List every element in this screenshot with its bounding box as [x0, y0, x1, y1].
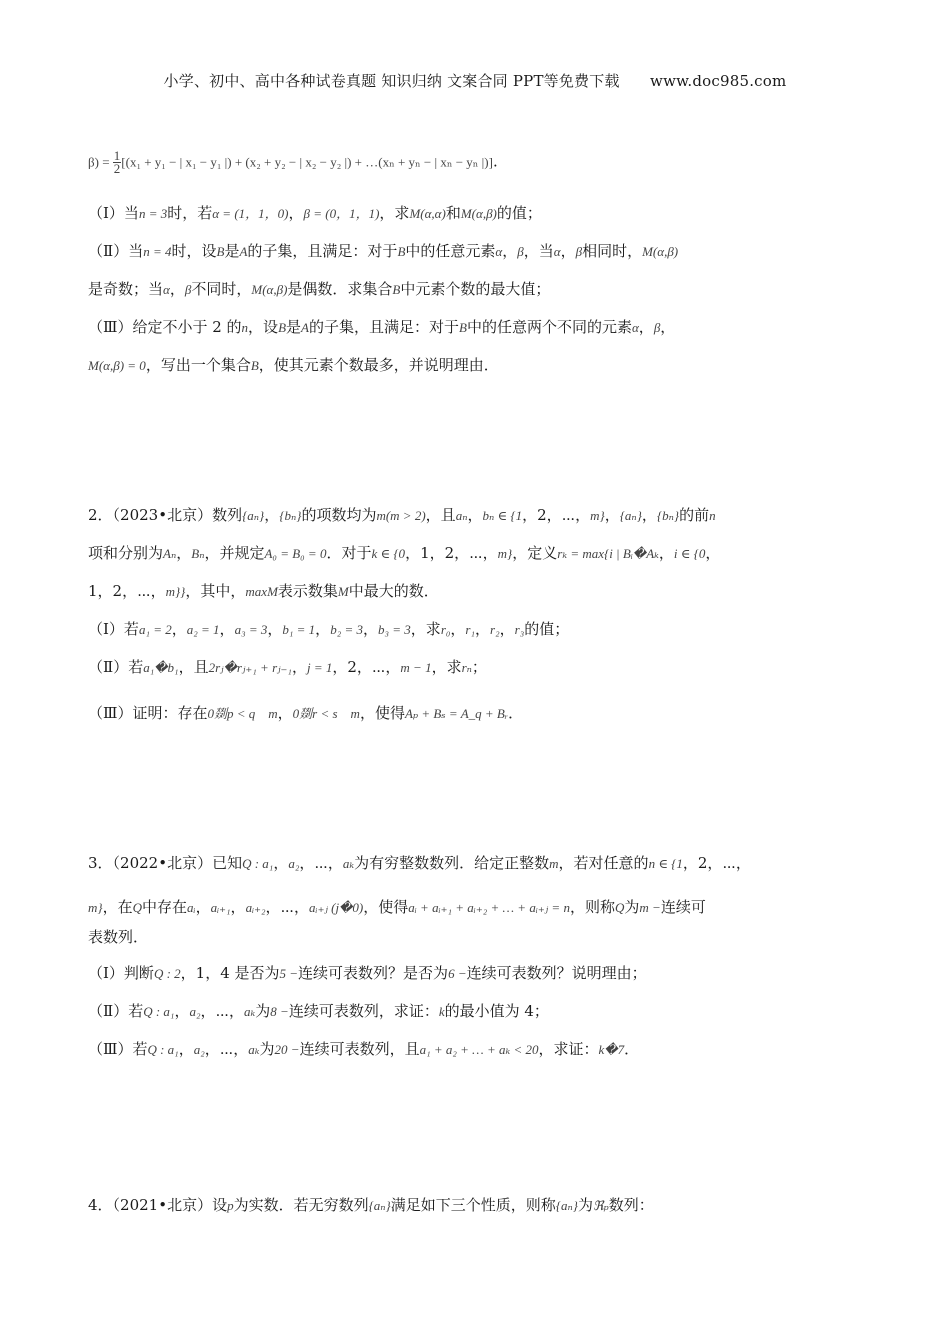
math-expr: Aₙ — [163, 546, 177, 561]
text-run: ．对于 — [326, 544, 372, 562]
math-expr: A — [301, 320, 309, 335]
p1-part-ii-cont — [88, 278, 878, 301]
text-run: 相同时， — [582, 242, 643, 260]
text-run: . — [492, 152, 498, 171]
math-expr: Bₙ — [191, 546, 205, 561]
text-run: ， — [169, 280, 185, 298]
math-expr: M(α,α) — [409, 206, 446, 221]
math-expr: a₂ — [189, 1004, 201, 1019]
text-run: 是奇数；当 — [88, 280, 164, 298]
math-expr: M — [337, 584, 349, 599]
math-expr: β — [517, 244, 524, 259]
math-expr: aₖ — [342, 856, 355, 871]
text-run: ， — [230, 898, 246, 916]
text-run: ，设 — [248, 318, 279, 336]
math-expr: m − — [639, 900, 661, 915]
text-run: ，求 — [431, 658, 462, 676]
text-run: ，2，⋯， — [682, 854, 751, 872]
text-run: ，⋯， — [204, 1040, 249, 1058]
math-expr: M(α,β) — [642, 244, 679, 259]
text-run: 中的任意元素 — [405, 242, 496, 260]
math-expr: ℜₚ — [592, 1198, 609, 1213]
text-run: （Ⅱ）若 — [88, 658, 144, 676]
p1-part-iii-cont — [88, 354, 878, 377]
math-expr: r₂ — [490, 622, 500, 637]
text-run: ， — [450, 620, 466, 638]
text-run: ， — [502, 242, 518, 260]
text-run: 是 — [224, 242, 240, 260]
text-run: ， — [658, 544, 674, 562]
text-run: 的前 — [679, 506, 710, 524]
text-run: 为 — [255, 1002, 271, 1020]
text-run: 为 — [577, 1196, 593, 1214]
math-expr: [(x₁ + y₁ − | x₁ − y₁ |) + (x₂ + y₂ − | x₂ − y₂ |) + …(xₙ + yₙ − | xₙ − yₙ |)] — [121, 154, 493, 170]
math-expr: α = (1，1，0) — [212, 206, 289, 221]
math-expr: 2 — [113, 161, 121, 176]
text-run: （Ⅲ）给定不小于 2 的 — [88, 318, 242, 336]
math-expr: {aₙ} — [368, 1198, 391, 1213]
math-expr: α — [553, 244, 561, 259]
text-run: （Ⅰ）当 — [88, 204, 139, 222]
text-run: 的值； — [524, 620, 570, 638]
math-expr: a₂ = 1 — [186, 622, 220, 637]
text-run: ，求 — [410, 620, 441, 638]
math-expr: b₁ = 1 — [282, 622, 316, 637]
math-expr: 0剟r < s m — [292, 706, 360, 721]
q3-stem-line2 — [88, 896, 878, 919]
text-run: 不同时， — [191, 280, 252, 298]
math-expr: β — [184, 282, 192, 297]
text-run: （Ⅱ）若 — [88, 1002, 144, 1020]
text-run: ， — [288, 204, 304, 222]
math-expr: b₂ = 3 — [330, 622, 363, 637]
text-run: ，⋯， — [200, 1002, 245, 1020]
math-expr: 5 − — [279, 966, 299, 981]
math-expr: n — [709, 508, 716, 523]
text-run: ，且 — [178, 658, 209, 676]
math-expr: Q — [132, 900, 142, 915]
math-expr: maxM — [245, 584, 278, 599]
text-run: 3．（2022•北京）已知 — [88, 854, 243, 872]
math-expr: m(m > 2) — [376, 508, 426, 523]
q3-part-i — [88, 962, 878, 985]
text-run: ，求证： — [538, 1040, 599, 1058]
text-run: ，写出一个集合 — [145, 356, 251, 374]
text-run: ， — [174, 1002, 190, 1020]
math-expr: a₁�b₁ — [143, 660, 179, 675]
text-run: ， — [467, 506, 483, 524]
math-expr: rₙ — [461, 660, 472, 675]
math-expr: k ∈ {0 — [371, 546, 406, 561]
text-run: 的子集，且满足：对于 — [247, 242, 398, 260]
math-expr: aᵢ₊ⱼ (j�0) — [309, 900, 364, 915]
math-expr: aₙ — [455, 508, 468, 523]
p1-part-i — [88, 202, 878, 225]
math-expr: {aₙ} — [555, 1198, 578, 1213]
text-run: 为 — [259, 1040, 275, 1058]
text-run: 连续可 — [660, 898, 706, 916]
text-run: 项和分别为 — [88, 544, 164, 562]
text-run: ， — [499, 620, 515, 638]
text-run: ， — [705, 544, 721, 562]
math-expr: a₁ = 2 — [138, 622, 172, 637]
text-run: 的子集，且满足：对于 — [308, 318, 459, 336]
text-run: ， — [315, 620, 331, 638]
math-expr: m}} — [165, 584, 186, 599]
text-run: 连续可表数列？说明理由； — [466, 964, 647, 982]
text-run: ，并规定 — [204, 544, 265, 562]
math-expr: m} — [590, 508, 605, 523]
math-expr: a₁ + a₂ + … + aₖ < 20 — [419, 1042, 539, 1057]
math-expr: M(α,β) = 0 — [88, 358, 146, 373]
text-run: ， — [176, 544, 192, 562]
text-run: ，2，⋯， — [332, 658, 401, 676]
text-run: 连续可表数列，求证： — [288, 1002, 439, 1020]
text-run: 4．（2021•北京）设 — [88, 1196, 228, 1214]
q2-stem-line3 — [88, 580, 878, 603]
math-expr: β) = — [88, 154, 113, 170]
formula-line — [88, 150, 878, 175]
text-run: ． — [624, 1040, 640, 1058]
math-expr: M(α,β) — [251, 282, 288, 297]
q3-stem-line1 — [88, 852, 878, 875]
math-expr: p — [227, 1198, 234, 1213]
text-run: ，⋯， — [299, 854, 343, 872]
math-expr: α — [163, 282, 170, 297]
text-run: （Ⅲ）若 — [88, 1040, 148, 1058]
text-run: 时，若 — [167, 204, 213, 222]
text-run: ， — [638, 318, 654, 336]
math-expr: n — [241, 320, 249, 335]
text-run: 连续可表数列？是否为 — [298, 964, 449, 982]
text-run: 的项数均为 — [301, 506, 377, 524]
text-run: ，且 — [425, 506, 456, 524]
math-expr: m — [549, 856, 559, 871]
math-expr: m} — [497, 546, 513, 561]
q3-part-ii — [88, 1000, 878, 1023]
math-expr: aₖ — [248, 1042, 260, 1057]
math-expr: aₖ — [244, 1004, 256, 1019]
math-expr: aᵢ₊₂ — [245, 900, 266, 915]
math-expr: B — [392, 282, 401, 297]
text-run: ； — [471, 658, 487, 676]
text-run: （Ⅲ）证明：存在 — [88, 704, 208, 722]
text-run: ，则称 — [569, 898, 615, 916]
math-expr: 2rⱼ�rⱼ₊₁ + rⱼ₋₁ — [208, 660, 292, 675]
p1-part-iii — [88, 316, 878, 339]
math-expr: Q — [614, 900, 625, 915]
text-run: ，1，2，⋯， — [405, 544, 498, 562]
math-expr: 1 — [113, 148, 121, 163]
math-expr: α — [631, 320, 639, 335]
math-expr: B — [397, 244, 406, 259]
q2-stem-line2 — [88, 542, 878, 565]
text-run: 为实数．若无穷数列 — [233, 1196, 369, 1214]
text-run: ， — [195, 898, 211, 916]
text-run: （Ⅰ）若 — [88, 620, 139, 638]
text-run: ． — [508, 704, 524, 722]
math-expr: a₃ = 3 — [234, 622, 268, 637]
text-run: ， — [277, 704, 293, 722]
text-run: ，求 — [379, 204, 410, 222]
math-expr: i ∈ {0 — [673, 546, 706, 561]
text-run: 数列： — [608, 1196, 654, 1214]
text-run: 1，2，⋯， — [88, 582, 166, 600]
text-run: ，定义 — [512, 544, 558, 562]
math-expr: n ∈ {1 — [648, 856, 683, 871]
text-run: ，使得 — [363, 898, 409, 916]
math-expr: 0剟p < q m — [207, 706, 278, 721]
text-run: 是 — [286, 318, 302, 336]
q3-part-iii — [88, 1038, 878, 1061]
text-run: ， — [267, 620, 283, 638]
math-expr: aᵢ + aᵢ₊₁ + aᵢ₊₂ + … + aᵢ₊ⱼ = n — [408, 900, 570, 915]
text-run: 表示数集 — [277, 582, 338, 600]
math-expr: r₃ — [514, 622, 525, 637]
math-expr: r₀ — [440, 622, 451, 637]
math-expr: a₂ — [288, 856, 300, 871]
math-expr: M(α,β) — [460, 206, 497, 221]
q4-stem — [88, 1194, 878, 1217]
math-expr: β — [653, 320, 661, 335]
text-run: ， — [475, 620, 491, 638]
math-expr: k — [438, 1004, 445, 1019]
q3-stem-line3 — [88, 926, 878, 948]
math-expr: n = 3 — [138, 206, 168, 221]
text-run: 满足如下三个性质，则称 — [390, 1196, 556, 1214]
text-run: （Ⅱ）当 — [88, 242, 144, 260]
math-expr: Q : a₁ — [143, 1004, 175, 1019]
math-expr: aᵢ₊₁ — [210, 900, 231, 915]
math-expr: n = 4 — [143, 244, 172, 259]
math-expr: B — [459, 320, 467, 335]
text-run: ， — [641, 506, 657, 524]
math-expr: m − 1 — [400, 660, 432, 675]
text-run: ，1，4 是否为 — [180, 964, 280, 982]
math-expr: {bₙ} — [656, 508, 680, 523]
math-expr: r₁ — [465, 622, 476, 637]
math-expr: bₙ ∈ {1 — [482, 508, 523, 523]
text-run: 2．（2023•北京）数列 — [88, 506, 243, 524]
text-run: ， — [291, 658, 307, 676]
page-header: 小学、初中、高中各种试卷真题 知识归纳 文案合同 PPT等免费下载 www.doc985.com — [163, 72, 787, 90]
q2-part-ii — [88, 656, 878, 679]
text-run: 中的任意两个不同的元素 — [466, 318, 632, 336]
text-run: ，⋯， — [265, 898, 310, 916]
math-expr: A — [239, 244, 248, 259]
text-run: ， — [219, 620, 235, 638]
math-expr: k�7 — [598, 1042, 625, 1057]
text-run: 的值； — [496, 204, 542, 222]
math-expr: β — [575, 244, 583, 259]
math-expr: Q : a₁ — [242, 856, 274, 871]
math-expr: Q : a₁ — [147, 1042, 179, 1057]
math-expr: {bₙ} — [279, 508, 302, 523]
math-expr: Q : 2 — [153, 966, 181, 981]
text-run: ，若对任意的 — [558, 854, 649, 872]
math-expr: α — [495, 244, 503, 259]
text-run: 中存在 — [142, 898, 188, 916]
math-expr: j = 1 — [306, 660, 333, 675]
text-run: 中最大的数． — [348, 582, 439, 600]
text-run: ，使得 — [359, 704, 405, 722]
text-run: ，其中， — [185, 582, 246, 600]
math-expr: rₖ = max{i | Bᵢ�Aₖ — [557, 546, 659, 561]
fraction — [113, 150, 122, 175]
text-run: ，使其元素个数最多，并说明理由． — [258, 356, 499, 374]
text-run: ， — [264, 506, 280, 524]
math-expr: 8 − — [270, 1004, 289, 1019]
text-run: ， — [660, 318, 676, 336]
math-expr: B — [250, 358, 259, 373]
text-run: 表数列． — [88, 928, 149, 946]
text-run: ， — [604, 506, 620, 524]
text-run: ，2，⋯， — [522, 506, 591, 524]
text-run: ，在 — [102, 898, 133, 916]
text-run: ， — [362, 620, 378, 638]
p1-part-ii — [88, 240, 878, 263]
text-run: 时，设 — [171, 242, 217, 260]
text-run: 和 — [445, 204, 461, 222]
math-expr: a₂ — [193, 1042, 205, 1057]
math-expr: B — [216, 244, 225, 259]
text-run: 连续可表数列，且 — [299, 1040, 420, 1058]
text-run: ，当 — [523, 242, 554, 260]
text-run: 为 — [624, 898, 640, 916]
math-expr: aᵢ — [187, 900, 196, 915]
q2-stem-line1 — [88, 504, 878, 527]
text-run: ， — [560, 242, 576, 260]
math-expr: A₀ = B₀ = 0 — [264, 546, 327, 561]
text-run: ， — [273, 854, 289, 872]
q2-part-iii — [88, 702, 878, 725]
text-run: 中元素个数的最大值； — [400, 280, 551, 298]
math-expr: Aₚ + Bₛ = A_q + Bᵣ — [404, 706, 509, 721]
text-run: ， — [178, 1040, 194, 1058]
math-expr: β = (0，1，1) — [303, 206, 380, 221]
text-run: 是偶数．求集合 — [287, 280, 393, 298]
math-expr: B — [278, 320, 287, 335]
math-expr: {aₙ} — [242, 508, 265, 523]
text-run: （Ⅰ）判断 — [88, 964, 154, 982]
text-run: 的最小值为 4； — [444, 1002, 549, 1020]
text-run: ， — [171, 620, 187, 638]
math-expr: 20 − — [274, 1042, 300, 1057]
math-expr: {aₙ} — [619, 508, 642, 523]
math-expr: m} — [88, 900, 103, 915]
q2-part-i — [88, 618, 878, 641]
math-expr: 6 − — [448, 966, 467, 981]
text-run: 为有穷整数数列．给定正整数 — [354, 854, 550, 872]
math-expr: b₃ = 3 — [378, 622, 411, 637]
